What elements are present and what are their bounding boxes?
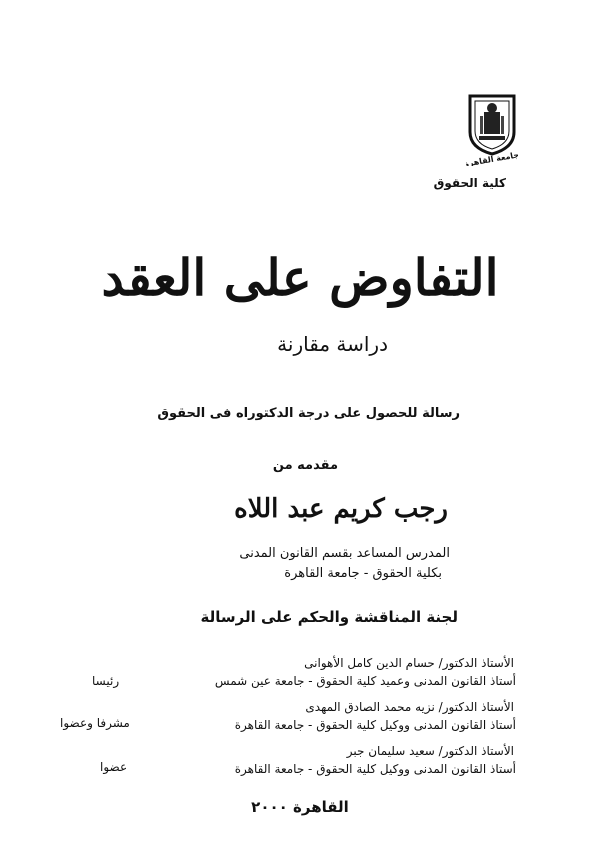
place-and-year: القاهرة ٢٠٠٠	[251, 798, 349, 816]
committee-member-title: أستاذ القانون المدنى وعميد كلية الحقوق - جامعة عين شمس	[214, 674, 516, 688]
thesis-title: التفاوض على العقد	[101, 248, 499, 307]
author-affiliation: بكلية الحقوق - جامعة القاهرة	[284, 566, 442, 581]
author-position: المدرس المساعد بقسم القانون المدنى	[239, 546, 450, 561]
university-seal-icon	[466, 92, 518, 166]
committee-member-name: الأستاذ الدكتور/ حسام الدين كامل الأهوانى	[304, 656, 514, 670]
committee-member-role: مشرفا وعضوا	[60, 716, 130, 730]
committee-member-title: أستاذ القانون المدنى ووكيل كلية الحقوق - جامعة القاهرة	[234, 718, 516, 732]
thesis-subtitle: دراسة مقارنة	[277, 332, 388, 356]
committee-member-name: الأستاذ الدكتور/ سعيد سليمان جبر	[346, 744, 514, 758]
thesis-purpose: رسالة للحصول على درجة الدكتوراه فى الحقوق	[157, 406, 460, 421]
author-name: رجب كريم عبد اللاه	[234, 494, 448, 524]
faculty-name: كلية الحقوق	[433, 176, 506, 190]
committee-member-title: أستاذ القانون المدنى ووكيل كلية الحقوق - جامعة القاهرة	[234, 762, 516, 776]
committee-member-name: الأستاذ الدكتور/ نزيه محمد الصادق المهدى	[305, 700, 514, 714]
committee-member-role: رئيسا	[92, 674, 120, 688]
committee-member-role: عضوا	[100, 760, 128, 774]
committee-heading: لجنة المناقشة والحكم على الرسالة	[200, 608, 458, 626]
presented-by-label: مقدمه من	[272, 458, 338, 473]
svg-text:جامعة القاهرة: جامعة القاهرة	[466, 150, 518, 166]
university-logo	[466, 92, 518, 166]
